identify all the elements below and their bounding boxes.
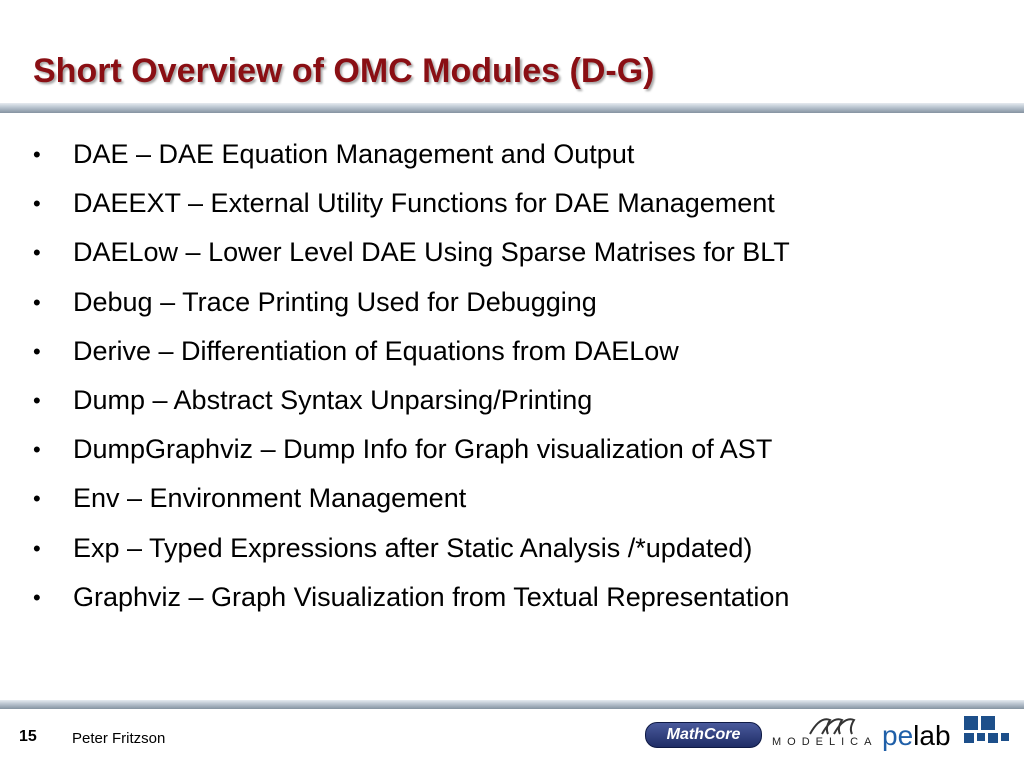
list-item xyxy=(33,524,790,573)
list-item-text: Derive – Differentiation of Equations from DAELow xyxy=(73,335,679,366)
list-item xyxy=(33,327,790,376)
list-item xyxy=(33,130,790,179)
footer-divider xyxy=(0,700,1024,709)
page-number: 15 xyxy=(19,728,37,745)
list-item-text: Env – Environment Management xyxy=(73,483,467,514)
pelab-square-icon xyxy=(1001,733,1009,741)
bullet-icon: • xyxy=(33,191,41,217)
list-item-text: DAELow – Lower Level DAE Using Sparse Matrises for BLT xyxy=(73,237,790,268)
list-item xyxy=(33,474,790,523)
modelica-logo xyxy=(770,714,878,754)
list-item xyxy=(33,425,790,474)
pelab-square-icon xyxy=(981,716,995,730)
bullet-icon: • xyxy=(33,486,41,512)
pelab-lab-text: lab xyxy=(913,720,951,751)
bullet-icon: • xyxy=(33,584,41,610)
bullet-icon: • xyxy=(33,387,41,413)
list-item-text: DAEEXT – External Utility Functions for DAE Management xyxy=(73,188,775,219)
mathcore-logo: MathCore xyxy=(645,722,762,748)
list-item xyxy=(33,376,790,425)
list-item xyxy=(33,228,790,277)
slide-title: Short Overview of OMC Modules (D-G) xyxy=(33,52,655,90)
pelab-square-icon xyxy=(977,733,985,741)
list-item-text: Dump – Abstract Syntax Unparsing/Printing xyxy=(73,384,593,415)
pelab-square-icon xyxy=(988,733,998,743)
list-item xyxy=(33,573,790,622)
bullet-icon: • xyxy=(33,535,41,561)
list-item-text: Graphviz – Graph Visualization from Textual Representation xyxy=(73,581,790,612)
list-item-text: Debug – Trace Printing Used for Debugging xyxy=(73,286,597,317)
bullet-icon: • xyxy=(33,240,41,266)
list-item xyxy=(33,278,790,327)
bullet-icon: • xyxy=(33,142,41,167)
bullet-list xyxy=(33,130,790,622)
modelica-wordmark: MODELICA xyxy=(772,736,878,748)
author-name: Peter Fritzson xyxy=(72,730,166,747)
bullet-icon: • xyxy=(33,289,41,315)
list-item-text: Exp – Typed Expressions after Static Analysis /*updated) xyxy=(73,532,753,563)
pelab-square-icon xyxy=(964,716,978,730)
modelica-swoosh-icon xyxy=(770,714,870,738)
list-item-text: DumpGraphviz – Dump Info for Graph visualization of AST xyxy=(73,434,773,465)
pelab-square-icon xyxy=(964,733,974,743)
pelab-pe-text: pe xyxy=(882,720,914,751)
title-divider xyxy=(0,103,1024,113)
bullet-icon: • xyxy=(33,437,41,463)
list-item xyxy=(33,179,790,228)
bullet-icon: • xyxy=(33,338,41,364)
list-item-text: DAE – DAE Equation Management and Output xyxy=(73,139,635,169)
